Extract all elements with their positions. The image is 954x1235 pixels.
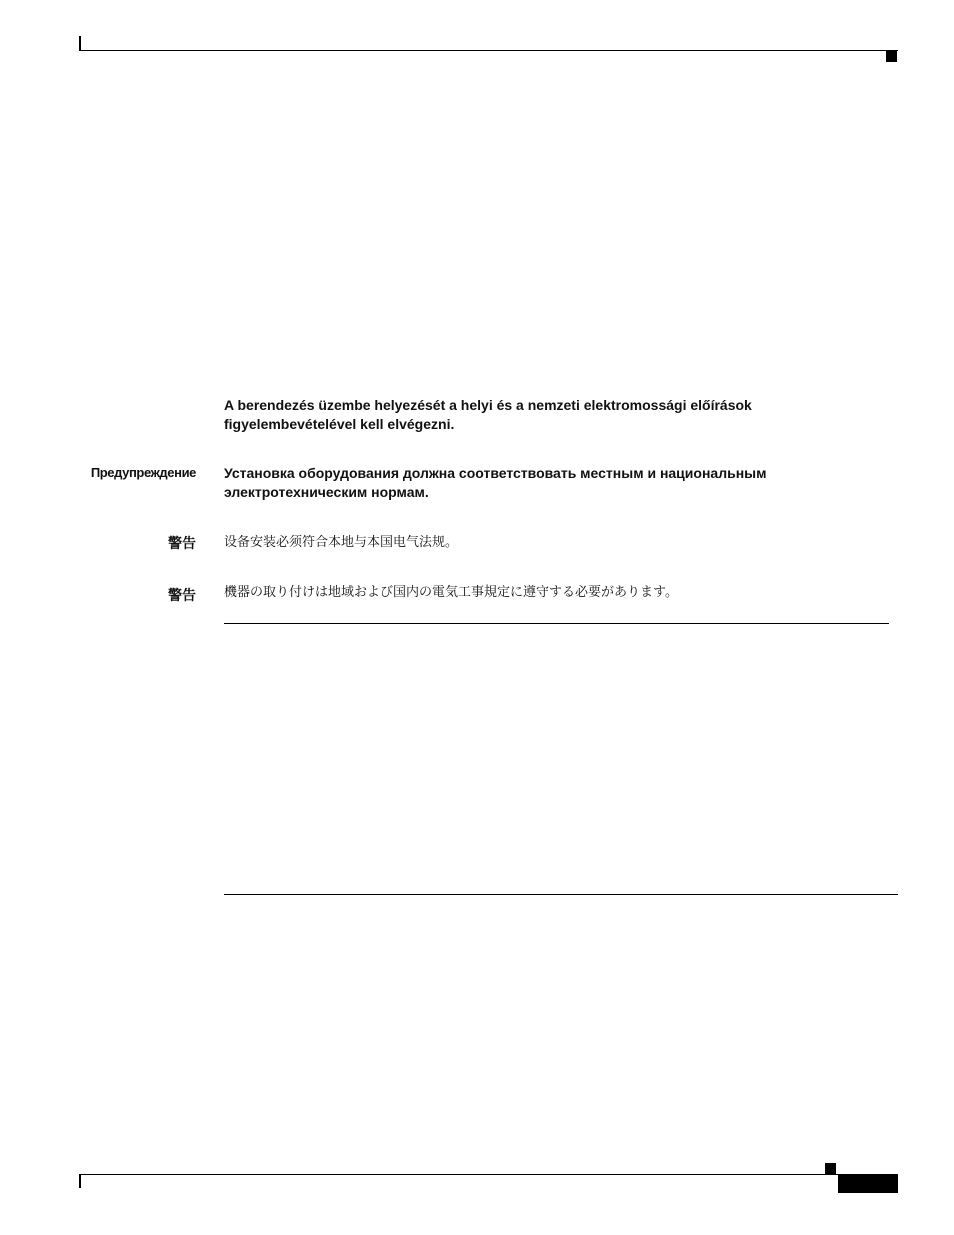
warning-end-rule <box>224 623 889 624</box>
warning-label-russian: Предупреждение <box>90 465 196 480</box>
header-corner-mark <box>79 36 81 51</box>
warning-text-japanese: 機器の取り付けは地域および国内の電気工事規定に遵守する必要があります。 <box>224 585 678 600</box>
footer-rule <box>79 1174 898 1175</box>
footer-page-tab <box>838 1175 898 1193</box>
warning-text-chinese: 设备安装必须符合本地与本国电气法规。 <box>224 535 459 550</box>
warning-text-russian: Установка оборудования должна соответствовать местным и национальным электротехническим нормам. <box>224 465 767 500</box>
header-square-marker <box>886 51 897 62</box>
header-rule <box>79 50 898 51</box>
warning-label-japanese: 警告 <box>168 588 196 604</box>
section-divider-rule <box>224 894 898 895</box>
footer-corner-mark <box>79 1174 81 1188</box>
footer-square-marker <box>825 1163 836 1174</box>
warning-text-hungarian: A berendezés üzembe helyezését a helyi és a nemzeti elektromossági előírások figyelembevételével kell elvégezni. <box>224 397 752 432</box>
warning-label-chinese: 警告 <box>168 536 196 552</box>
